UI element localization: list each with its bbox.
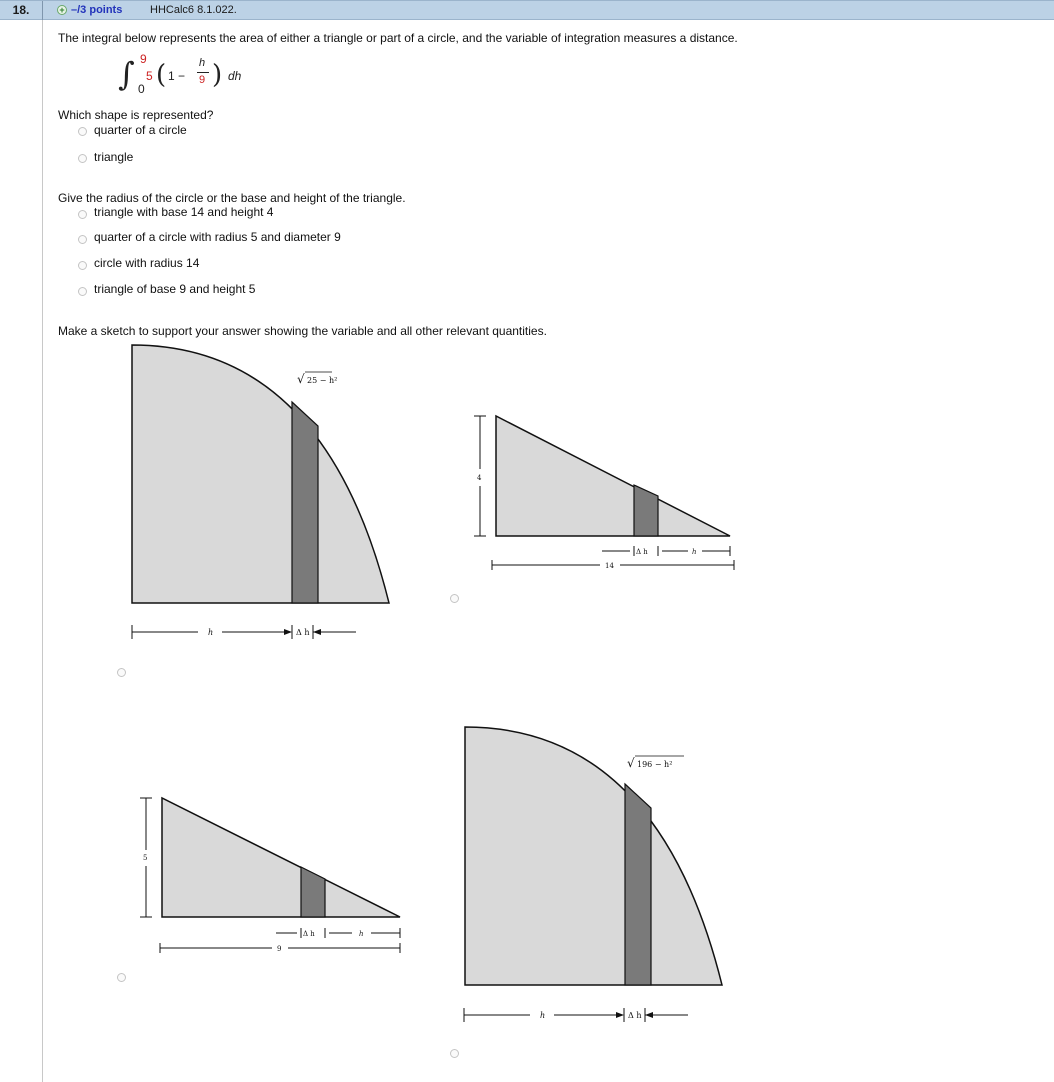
- integral-expression: [118, 54, 278, 100]
- part2-question: Give the radius of the circle or the base and height of the triangle.: [58, 191, 406, 205]
- dh-label: Δ h: [628, 1011, 642, 1020]
- quarter-circle-shape: [132, 345, 389, 603]
- expand-icon[interactable]: +: [57, 5, 67, 15]
- triangle-shape: [162, 798, 400, 917]
- option-triangle-14-4[interactable]: triangle with base 14 and height 4: [94, 205, 274, 219]
- radio-sketch-d[interactable]: [450, 1049, 459, 1058]
- arrow-icon: [284, 629, 292, 635]
- option-circle-14[interactable]: circle with radius 14: [94, 256, 200, 270]
- sketch-quarter-circle-25: [120, 340, 410, 650]
- fraction-numerator: h: [199, 57, 206, 69]
- h-label: h: [692, 548, 697, 556]
- strip-rect: [292, 402, 318, 603]
- integral-coefficient: 5: [146, 69, 153, 83]
- option-quarter-circle-5-9[interactable]: quarter of a circle with radius 5 and diameter 9: [94, 230, 341, 244]
- dh-label: Δ h: [636, 548, 648, 556]
- left-paren: (: [156, 60, 167, 90]
- part1-question: Which shape is represented?: [58, 108, 214, 122]
- fraction-bar: [197, 72, 209, 73]
- integral-one: 1 −: [168, 69, 186, 83]
- base-label: 9: [277, 945, 282, 953]
- option-quarter-circle[interactable]: quarter of a circle: [94, 123, 187, 137]
- base-label: 14: [605, 562, 614, 570]
- h-label: h: [540, 1011, 546, 1020]
- radical-sign-icon: √: [627, 756, 635, 770]
- radio-quarter-circle-5-9[interactable]: [78, 235, 87, 244]
- question-header: [0, 0, 1054, 20]
- radio-triangle-14-4[interactable]: [78, 210, 87, 219]
- dh-label: Δ h: [303, 930, 315, 938]
- radio-sketch-a[interactable]: [117, 668, 126, 677]
- integral-sign-icon: ∫: [118, 55, 135, 93]
- upper-limit: 9: [140, 52, 147, 66]
- radio-sketch-c[interactable]: [117, 973, 126, 982]
- fraction-denominator: 9: [199, 74, 206, 86]
- lower-limit: 0: [138, 82, 145, 96]
- height-label: 4: [477, 474, 482, 482]
- radio-circle-14[interactable]: [78, 261, 87, 270]
- quarter-circle-shape: [465, 727, 722, 985]
- strip-rect: [625, 784, 651, 985]
- h-label: h: [359, 930, 364, 938]
- right-paren: ): [212, 60, 223, 90]
- radio-triangle[interactable]: [78, 154, 87, 163]
- sketch-quarter-circle-196: [452, 722, 742, 1032]
- strip-rect: [634, 485, 658, 536]
- radical-sign-icon: √: [297, 372, 305, 386]
- sketch-triangle-9-5: [138, 790, 408, 960]
- h-label: h: [208, 628, 214, 637]
- question-prompt: The integral below represents the area of either a triangle or part of a circle, and the variable of integration measures a distance.: [58, 31, 738, 45]
- arrow-icon: [616, 1012, 624, 1018]
- dh-label: Δ h: [296, 628, 310, 637]
- option-triangle-9-5[interactable]: triangle of base 9 and height 5: [94, 282, 256, 296]
- strip-label: 196 − h²: [637, 760, 673, 769]
- strip-label: 25 − h²: [307, 376, 338, 385]
- sketch-triangle-14-4: [472, 410, 742, 580]
- part3-question: Make a sketch to support your answer showing the variable and all other relevant quantities.: [58, 324, 547, 338]
- left-divider: [42, 20, 43, 1082]
- height-label: 5: [143, 854, 148, 862]
- radio-quarter-circle[interactable]: [78, 127, 87, 136]
- triangle-shape: [496, 416, 730, 536]
- question-number: 18.: [0, 1, 43, 20]
- integral-differential: dh: [228, 69, 242, 83]
- problem-code: HHCalc6 8.1.022.: [150, 4, 237, 16]
- radio-triangle-9-5[interactable]: [78, 287, 87, 296]
- points-link[interactable]: –/3 points: [71, 4, 123, 16]
- radio-sketch-b[interactable]: [450, 594, 459, 603]
- option-triangle[interactable]: triangle: [94, 150, 134, 164]
- strip-rect: [301, 867, 325, 917]
